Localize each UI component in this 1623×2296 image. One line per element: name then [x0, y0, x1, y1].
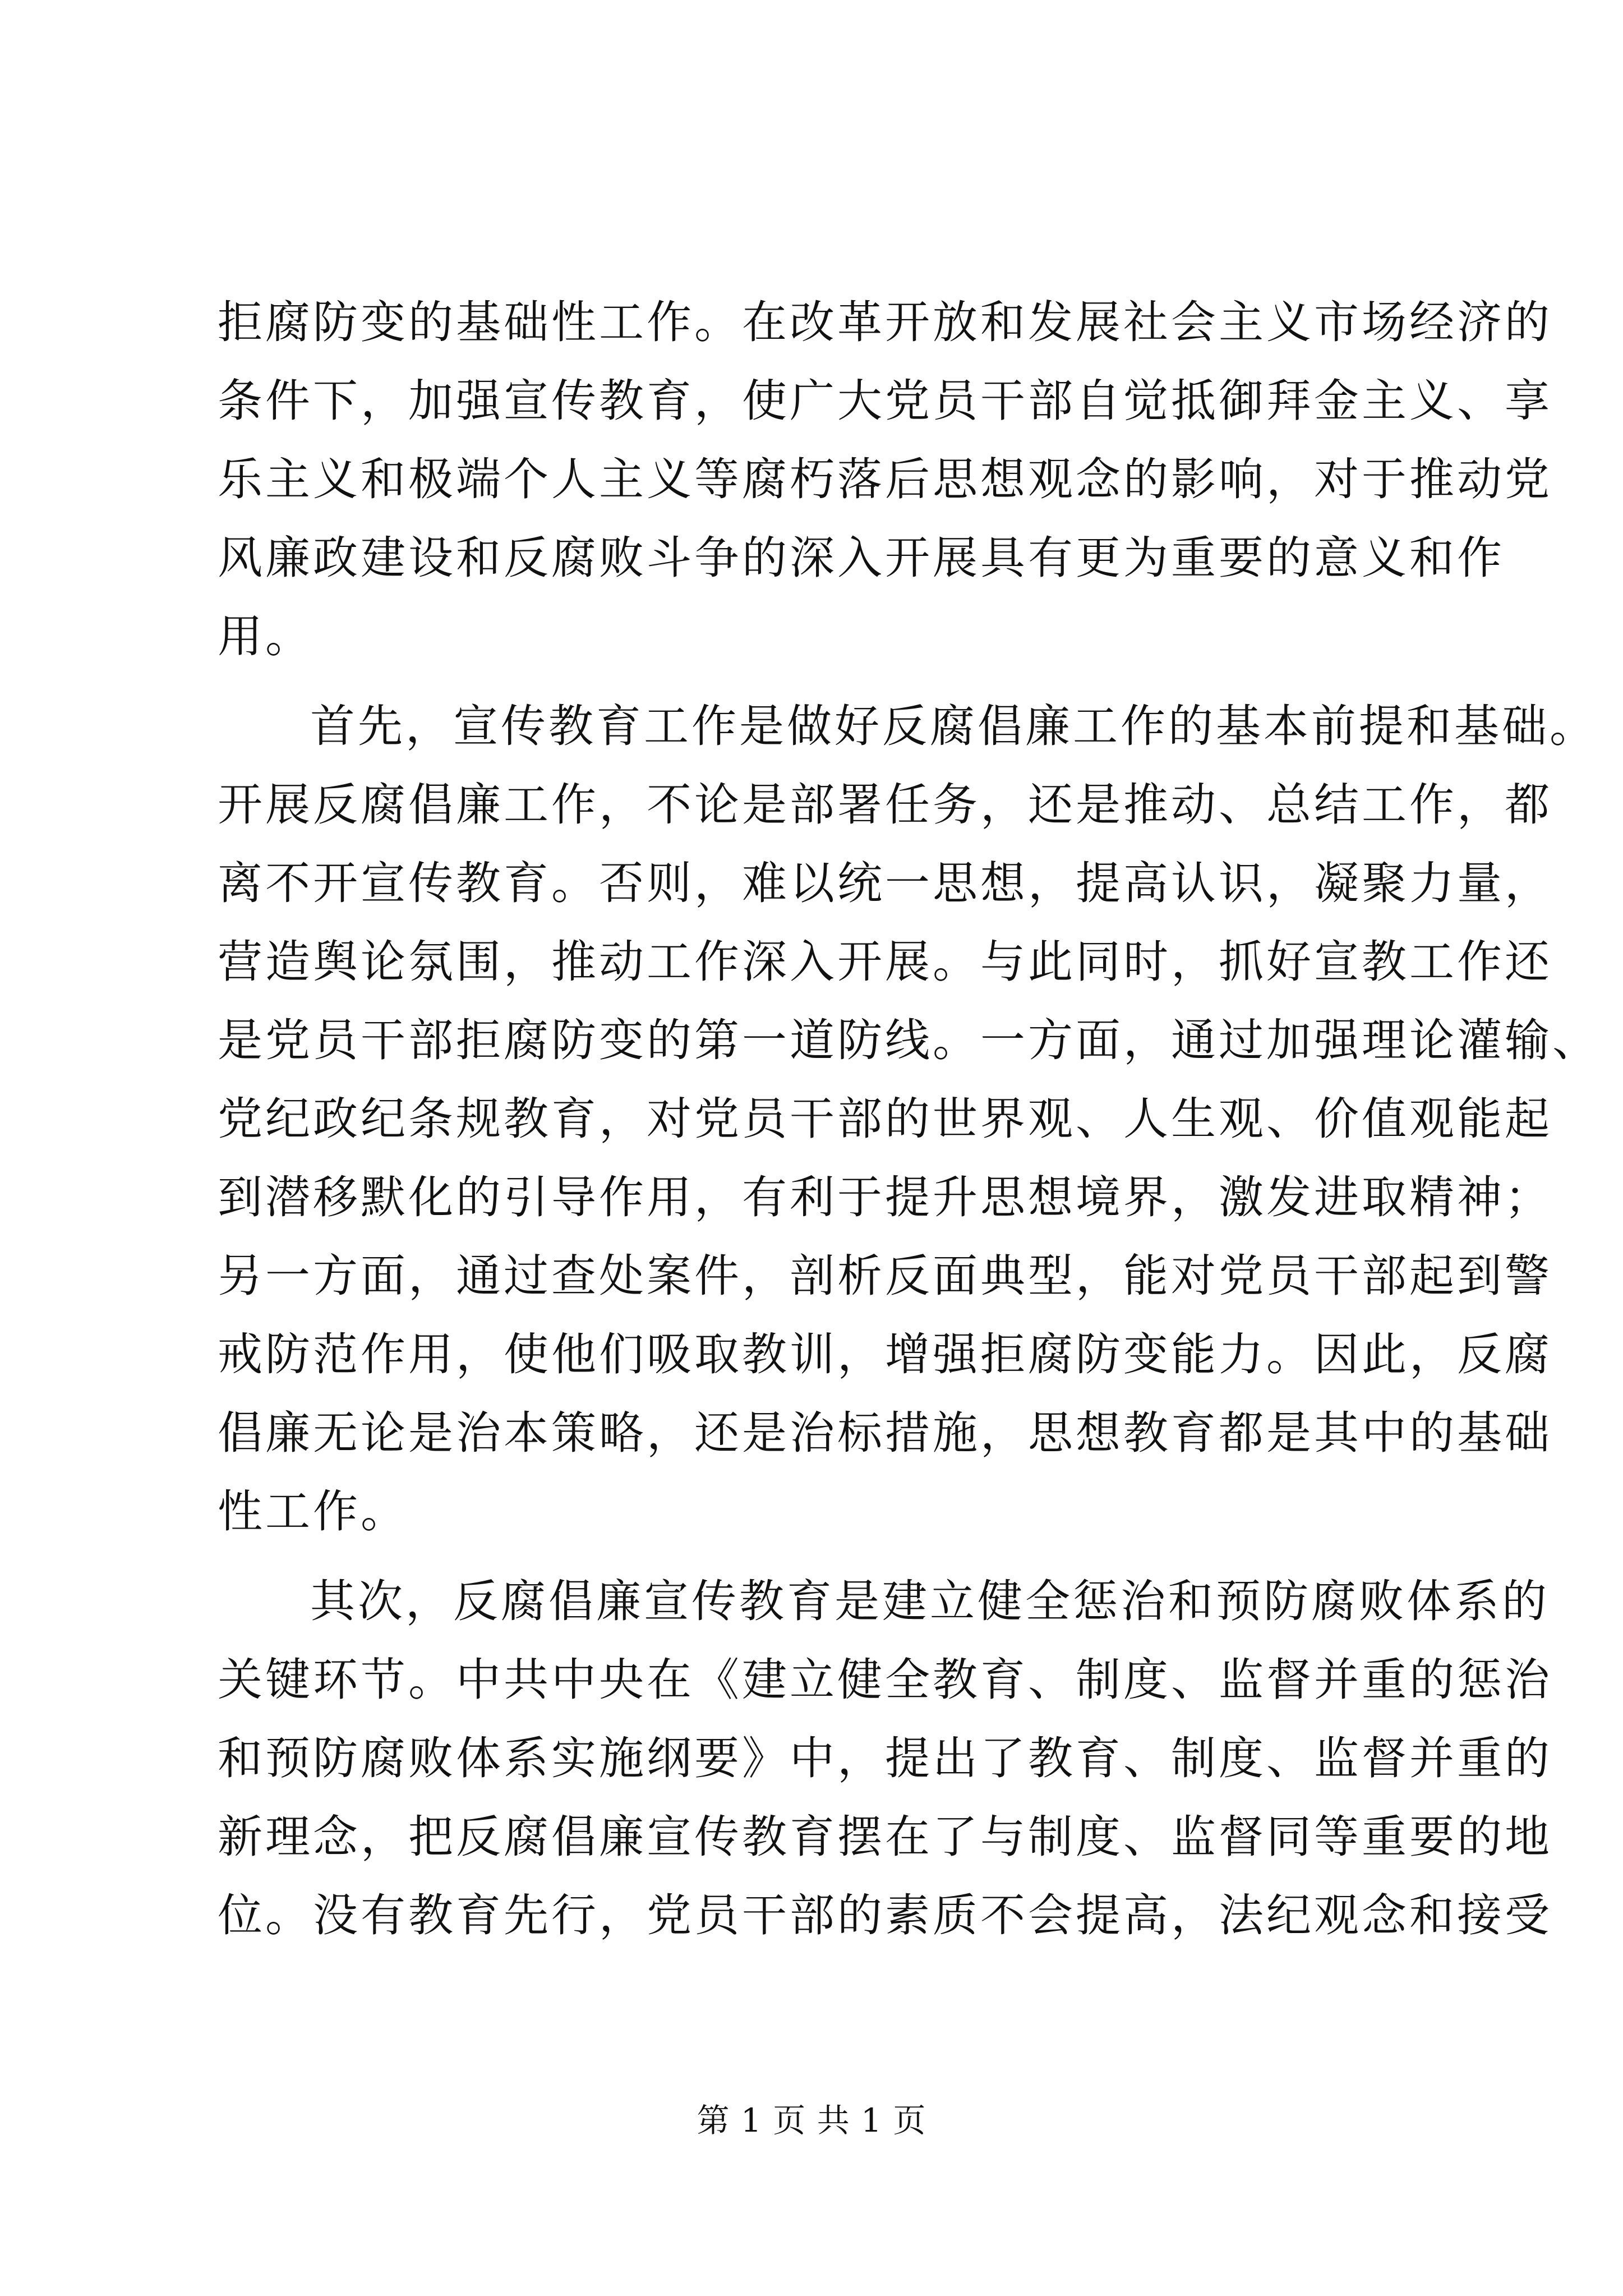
- text-line: 和预防腐败体系实施纲要》中，提出了教育、制度、监督并重的: [218, 1732, 1552, 1784]
- text-line: 开展反腐倡廉工作，不论是部署任务，还是推动、总结工作，都: [218, 779, 1552, 831]
- text-line: 党纪政纪条规教育，对党员干部的世界观、人生观、价值观能起: [218, 1093, 1552, 1145]
- text-line: 新理念，把反腐倡廉宣传教育摆在了与制度、监督同等重要的地: [218, 1811, 1552, 1863]
- body-text: [218, 283, 1600, 1955]
- text-line: 条件下，加强宣传教育，使广大党员干部自觉抵御拜金主义、享: [218, 375, 1552, 427]
- text-line: 到潜移默化的引导作用，有利于提升思想境界，激发进取精神；: [218, 1171, 1552, 1223]
- text-line: 是党员干部拒腐防变的第一道防线。一方面，通过加强理论灌输、: [218, 1014, 1600, 1066]
- text-line: 拒腐防变的基础性工作。在改革开放和发展社会主义市场经济的: [218, 296, 1552, 348]
- text-line: 位。没有教育先行，党员干部的素质不会提高，法纪观念和接受: [218, 1889, 1552, 1941]
- text-line: 乐主义和极端个人主义等腐朽落后思想观念的影响，对于推动党: [218, 453, 1552, 505]
- paragraph-first-line: 其次，反腐倡廉宣传教育是建立健全惩治和预防腐败体系的: [310, 1575, 1550, 1627]
- text-line: 戒防范作用，使他们吸取教训，增强拒腐防变能力。因此，反腐: [218, 1328, 1552, 1381]
- text-line: 用。: [218, 610, 313, 662]
- page-number-footer: 第 1 页 共 1 页: [697, 2101, 926, 2139]
- text-line: 关键环节。中共中央在《建立健全教育、制度、监督并重的惩治: [218, 1654, 1552, 1706]
- text-line: 风廉政建设和反腐败斗争的深入开展具有更为重要的意义和作: [218, 532, 1505, 584]
- text-line: 另一方面，通过查处案件，剖析反面典型，能对党员干部起到警: [218, 1250, 1552, 1302]
- text-line: 倡廉无论是治本策略，还是治标措施，思想教育都是其中的基础: [218, 1407, 1552, 1459]
- text-line: 营造舆论氛围，推动工作深入开展。与此同时，抓好宣教工作还: [218, 936, 1552, 988]
- text-line: 离不开宣传教育。否则，难以统一思想，提高认识，凝聚力量，: [218, 857, 1552, 909]
- text-line: 性工作。: [218, 1485, 408, 1538]
- paragraph-first-line: 首先，宣传教育工作是做好反腐倡廉工作的基本前提和基础。: [310, 700, 1597, 752]
